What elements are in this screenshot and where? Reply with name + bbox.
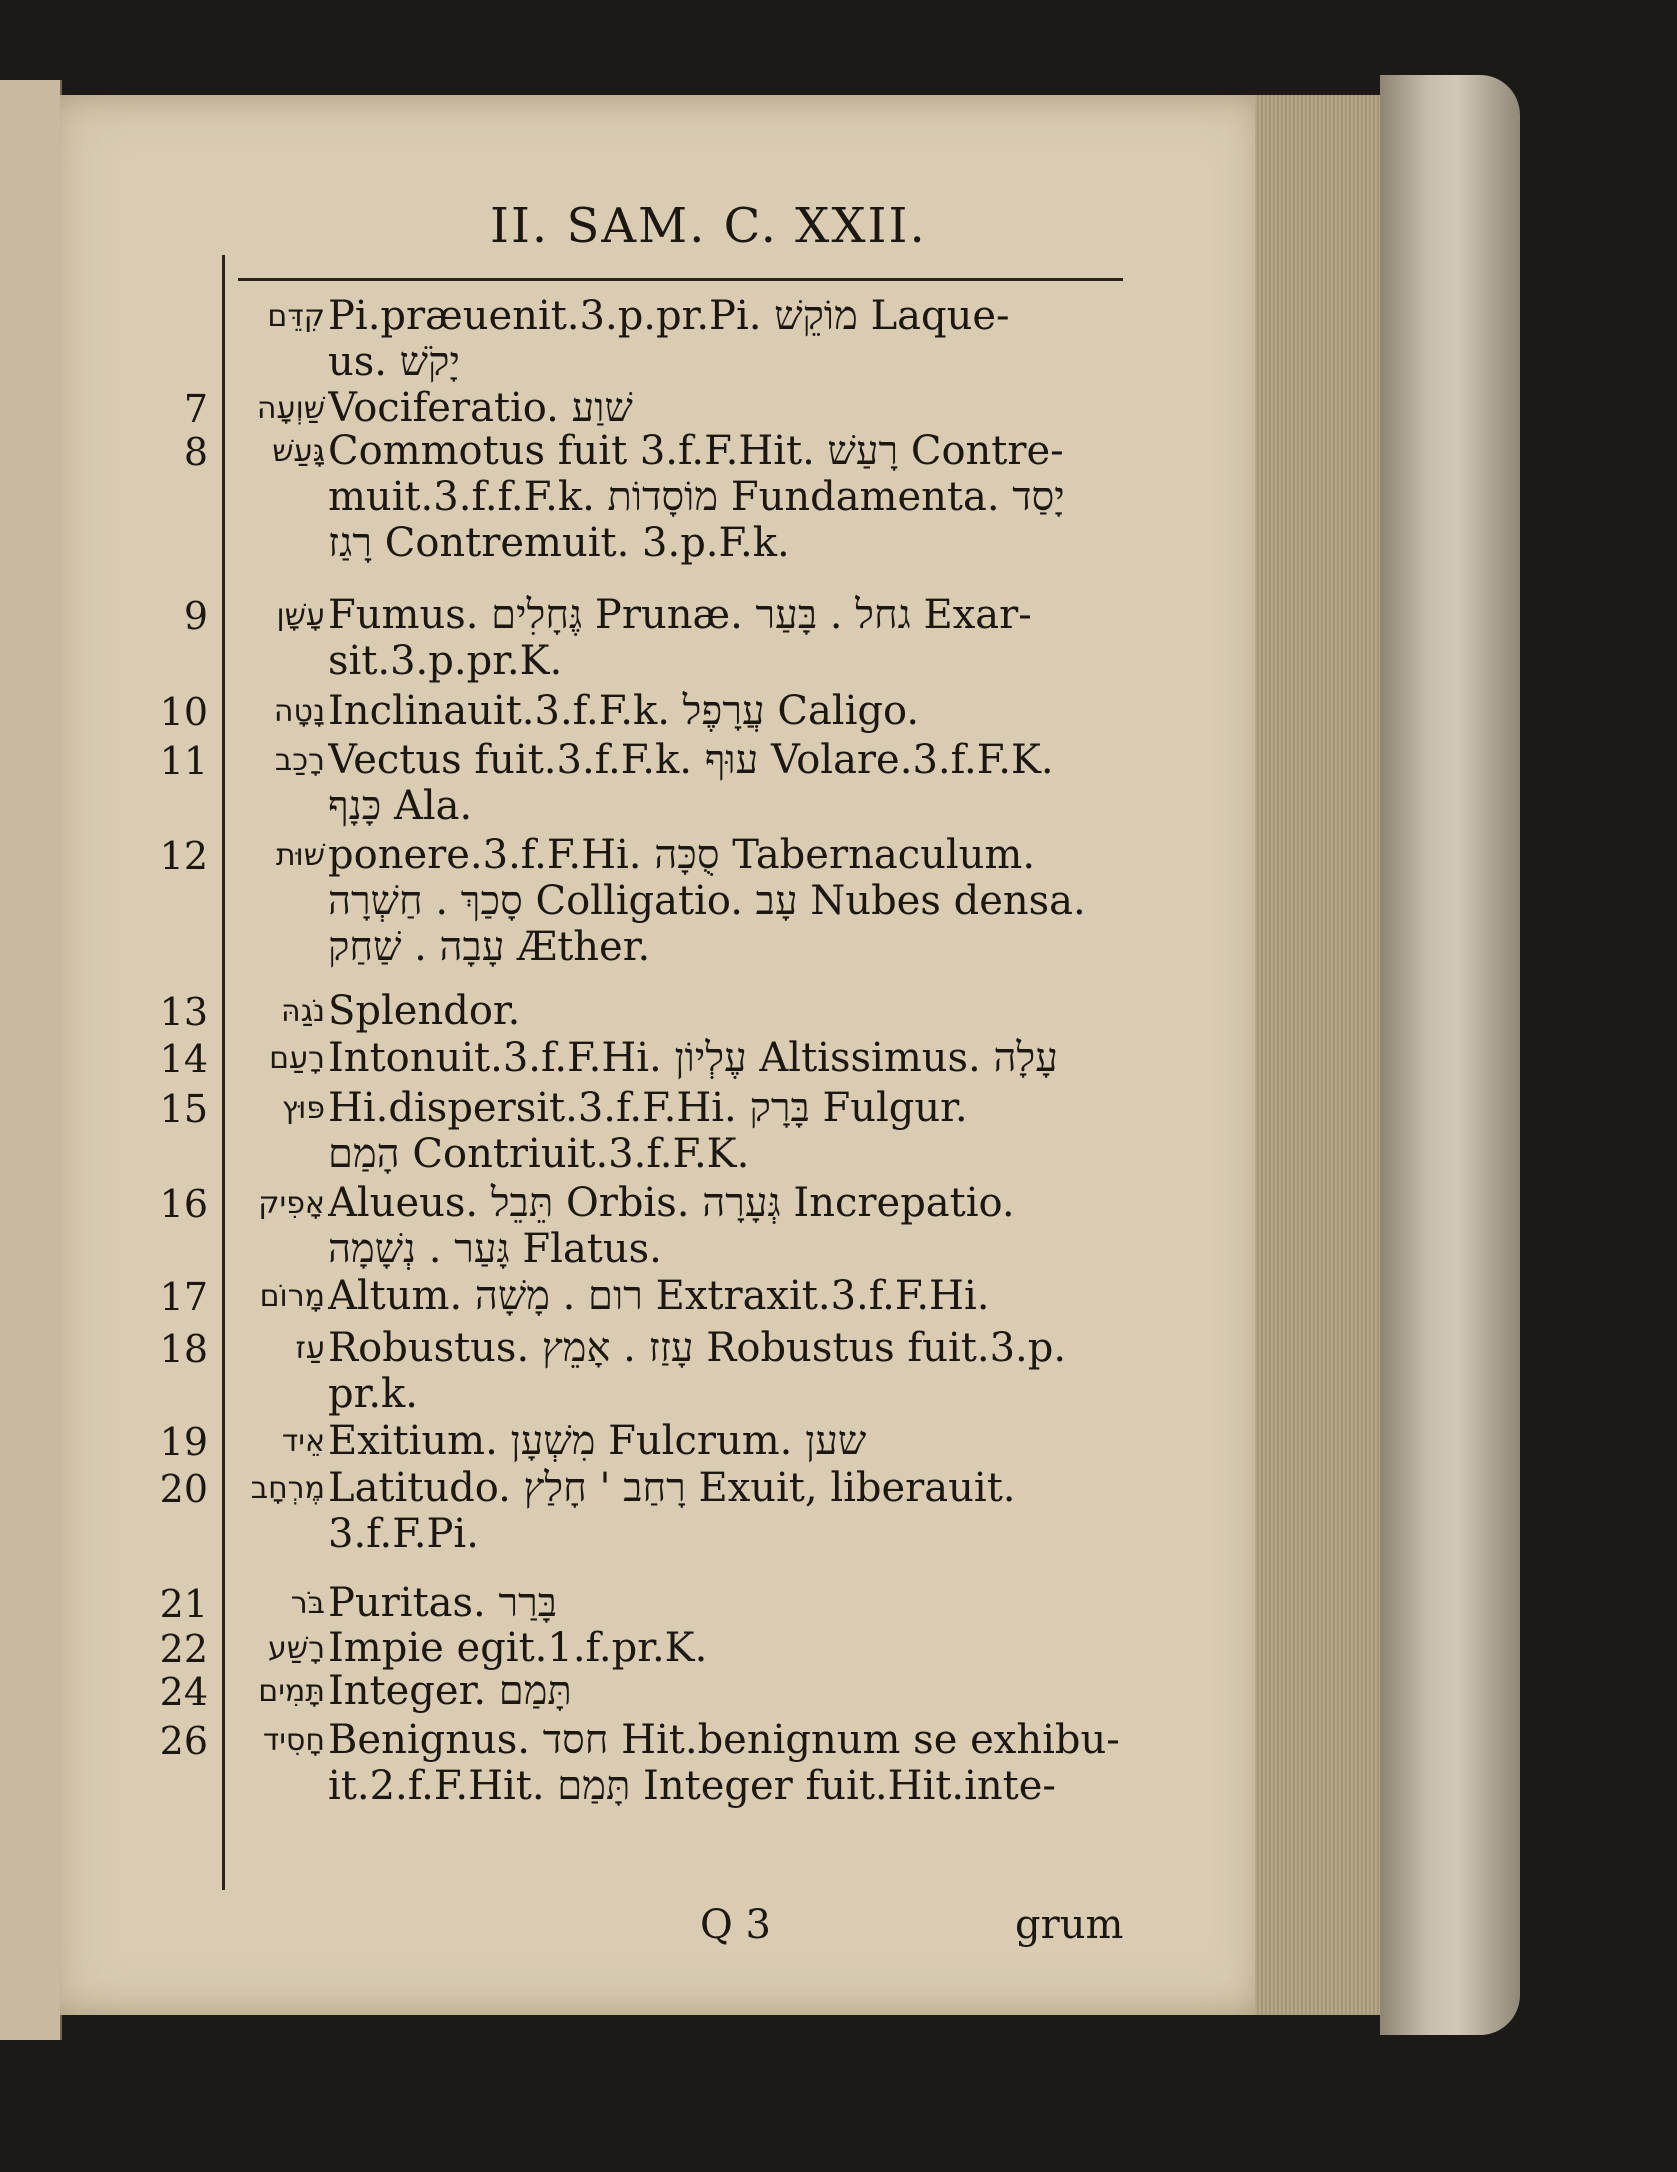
verse-number: 22 <box>159 1627 208 1671</box>
hebrew-headword: גָּעַשׁ <box>272 434 325 469</box>
gloss-text <box>328 988 1128 1034</box>
hebrew-headword: מֶרְחָב <box>250 1471 325 1506</box>
gloss-text <box>328 1465 1128 1557</box>
header-rule <box>238 278 1123 281</box>
gloss-line: גָּעַר . נְשָׁמָה Flatus. <box>328 1226 662 1272</box>
hebrew-headword: אָפִיק <box>258 1186 325 1221</box>
verse-number: 15 <box>159 1087 208 1131</box>
hebrew-headword: פּוּץ <box>281 1091 325 1126</box>
hebrew-headword: רָשַׁע <box>268 1631 325 1666</box>
gloss-text <box>328 1717 1128 1809</box>
gloss-text <box>328 1325 1128 1417</box>
gloss-text <box>328 1180 1128 1272</box>
hebrew-headword: נָטָה <box>273 694 325 729</box>
gloss-line: pr.k. <box>328 1371 418 1417</box>
hebrew-headword: מָרוֹם <box>259 1279 325 1314</box>
verse-number: 11 <box>159 739 208 783</box>
hebrew-headword: תָּמִים <box>258 1674 325 1709</box>
verse-number: 20 <box>159 1467 208 1511</box>
gloss-line: Impie egit.1.f.pr.K. <box>328 1625 708 1671</box>
gloss-line: Fumus. גֶּחָלִים Prunæ. גחל . בָּעַר Exar- <box>328 592 1032 638</box>
hebrew-headword: רָעַם <box>269 1041 325 1076</box>
gloss-line: 3.f.F.Pi. <box>328 1511 479 1557</box>
gloss-text <box>328 428 1128 566</box>
gloss-text <box>328 1580 1128 1626</box>
verse-number: 16 <box>159 1182 208 1226</box>
hebrew-headword: קִדֵּם <box>267 299 325 334</box>
hebrew-headword: עָשָׁן <box>276 598 325 633</box>
vellum-cover <box>1380 75 1520 2035</box>
verse-number: 14 <box>159 1037 208 1081</box>
gloss-text <box>328 1625 1128 1671</box>
gloss-line: Puritas. בָּרַר <box>328 1580 558 1626</box>
gloss-line: Hi.dispersit.3.f.F.Hi. בָּרָק Fulgur. <box>328 1085 968 1131</box>
gloss-line: ponere.3.f.F.Hi. סֻכָּה Tabernaculum. <box>328 832 1036 878</box>
gloss-line: סָכַךְ . חַשְׁרָה Colligatio. עָב Nubes densa. <box>328 878 1086 924</box>
gloss-line: us. יָקֹשׁ <box>328 339 460 385</box>
gloss-line: Pi.præuenit.3.p.pr.Pi. מוֹקֵשׁ Laque- <box>328 293 1010 339</box>
hebrew-headword: רָכַב <box>274 743 325 778</box>
gloss-line: Commotus fuit 3.f.F.Hit. רָעַשׁ Contre- <box>328 428 1064 474</box>
hebrew-headword: אֵיד <box>281 1424 325 1459</box>
gloss-line: Vectus fuit.3.f.F.k. עוּף Volare.3.f.F.K. <box>328 737 1054 783</box>
verse-number: 24 <box>159 1670 208 1714</box>
hebrew-headword: עַז <box>295 1331 325 1366</box>
catchword: grum <box>1015 1902 1124 1948</box>
gloss-text <box>328 1418 1128 1464</box>
gloss-line: Alueus. תֵּבֵל Orbis. גְּעָרָה Increpatio. <box>328 1180 1015 1226</box>
verse-number: 7 <box>183 387 208 431</box>
verse-number: 9 <box>183 594 208 638</box>
gloss-line: Benignus. חסד Hit.benignum se exhibu- <box>328 1717 1120 1763</box>
gloss-text <box>328 832 1128 970</box>
hebrew-headword: שַׁוְעָה <box>256 391 325 426</box>
gloss-text <box>328 1035 1128 1081</box>
verse-number: 18 <box>159 1327 208 1371</box>
verse-number: 12 <box>159 834 208 878</box>
verse-number: 19 <box>159 1420 208 1464</box>
gloss-line: Inclinauit.3.f.F.k. עֲרָפֶל Caligo. <box>328 688 920 734</box>
gloss-line: Intonuit.3.f.F.Hi. עֶלְיוֹן Altissimus. עָלָה <box>328 1035 1058 1081</box>
gloss-line: Latitudo. רָחַב ' חָלַץ Exuit, liberauit. <box>328 1465 1016 1511</box>
gloss-line: כָּנָף Ala. <box>328 783 473 829</box>
left-page-edge <box>0 80 62 2040</box>
gloss-line: sit.3.p.pr.K. <box>328 638 563 684</box>
page-edges <box>1255 95 1395 2015</box>
gloss-line: Integer. תָּמַם <box>328 1668 572 1714</box>
gloss-text <box>328 688 1128 734</box>
hebrew-headword: שׁוּת <box>275 838 325 873</box>
gloss-line: Altum. רום . מָשָׁה Extraxit.3.f.F.Hi. <box>328 1273 990 1319</box>
gloss-text <box>328 385 1128 431</box>
gloss-line: עָבָה . שַׁחַק Æther. <box>328 924 651 970</box>
verse-number: 17 <box>159 1275 208 1319</box>
hebrew-headword: בֹּר <box>290 1586 325 1621</box>
verse-number: 8 <box>183 430 208 474</box>
gloss-line: Splendor. <box>328 988 521 1034</box>
gloss-text <box>328 592 1128 684</box>
gloss-text <box>328 1273 1128 1319</box>
gloss-line: Vociferatio. שׁוַע <box>328 385 633 431</box>
gloss-text <box>328 1668 1128 1714</box>
verse-number: 10 <box>159 690 208 734</box>
gloss-text <box>328 293 1128 385</box>
gloss-line: it.2.f.F.Hit. תָּמַם Integer fuit.Hit.inte- <box>328 1763 1056 1809</box>
gloss-text <box>328 737 1128 829</box>
running-header: II. SAM. C. XXII. <box>490 198 927 254</box>
gloss-line: Robustus. עָזַז . אָמֵץ Robustus fuit.3.p. <box>328 1325 1067 1371</box>
gloss-line: Exitium. מִשְׁעָן Fulcrum. שען <box>328 1418 867 1464</box>
hebrew-headword: נֹגַהּ <box>281 994 325 1029</box>
verse-number: 21 <box>159 1582 208 1626</box>
gloss-line: muit.3.f.f.F.k. מוֹסָדוֹת Fundamenta. יָסַד <box>328 474 1065 520</box>
gloss-text <box>328 1085 1128 1177</box>
verse-number: 26 <box>159 1719 208 1763</box>
signature-mark: Q 3 <box>700 1902 771 1948</box>
hebrew-headword: חָסִיד <box>262 1723 325 1758</box>
verse-number: 13 <box>159 990 208 1034</box>
gloss-line: הָמַם Contriuit.3.f.F.K. <box>328 1131 750 1177</box>
gloss-line: רָגַז Contremuit. 3.p.F.k. <box>328 520 790 566</box>
